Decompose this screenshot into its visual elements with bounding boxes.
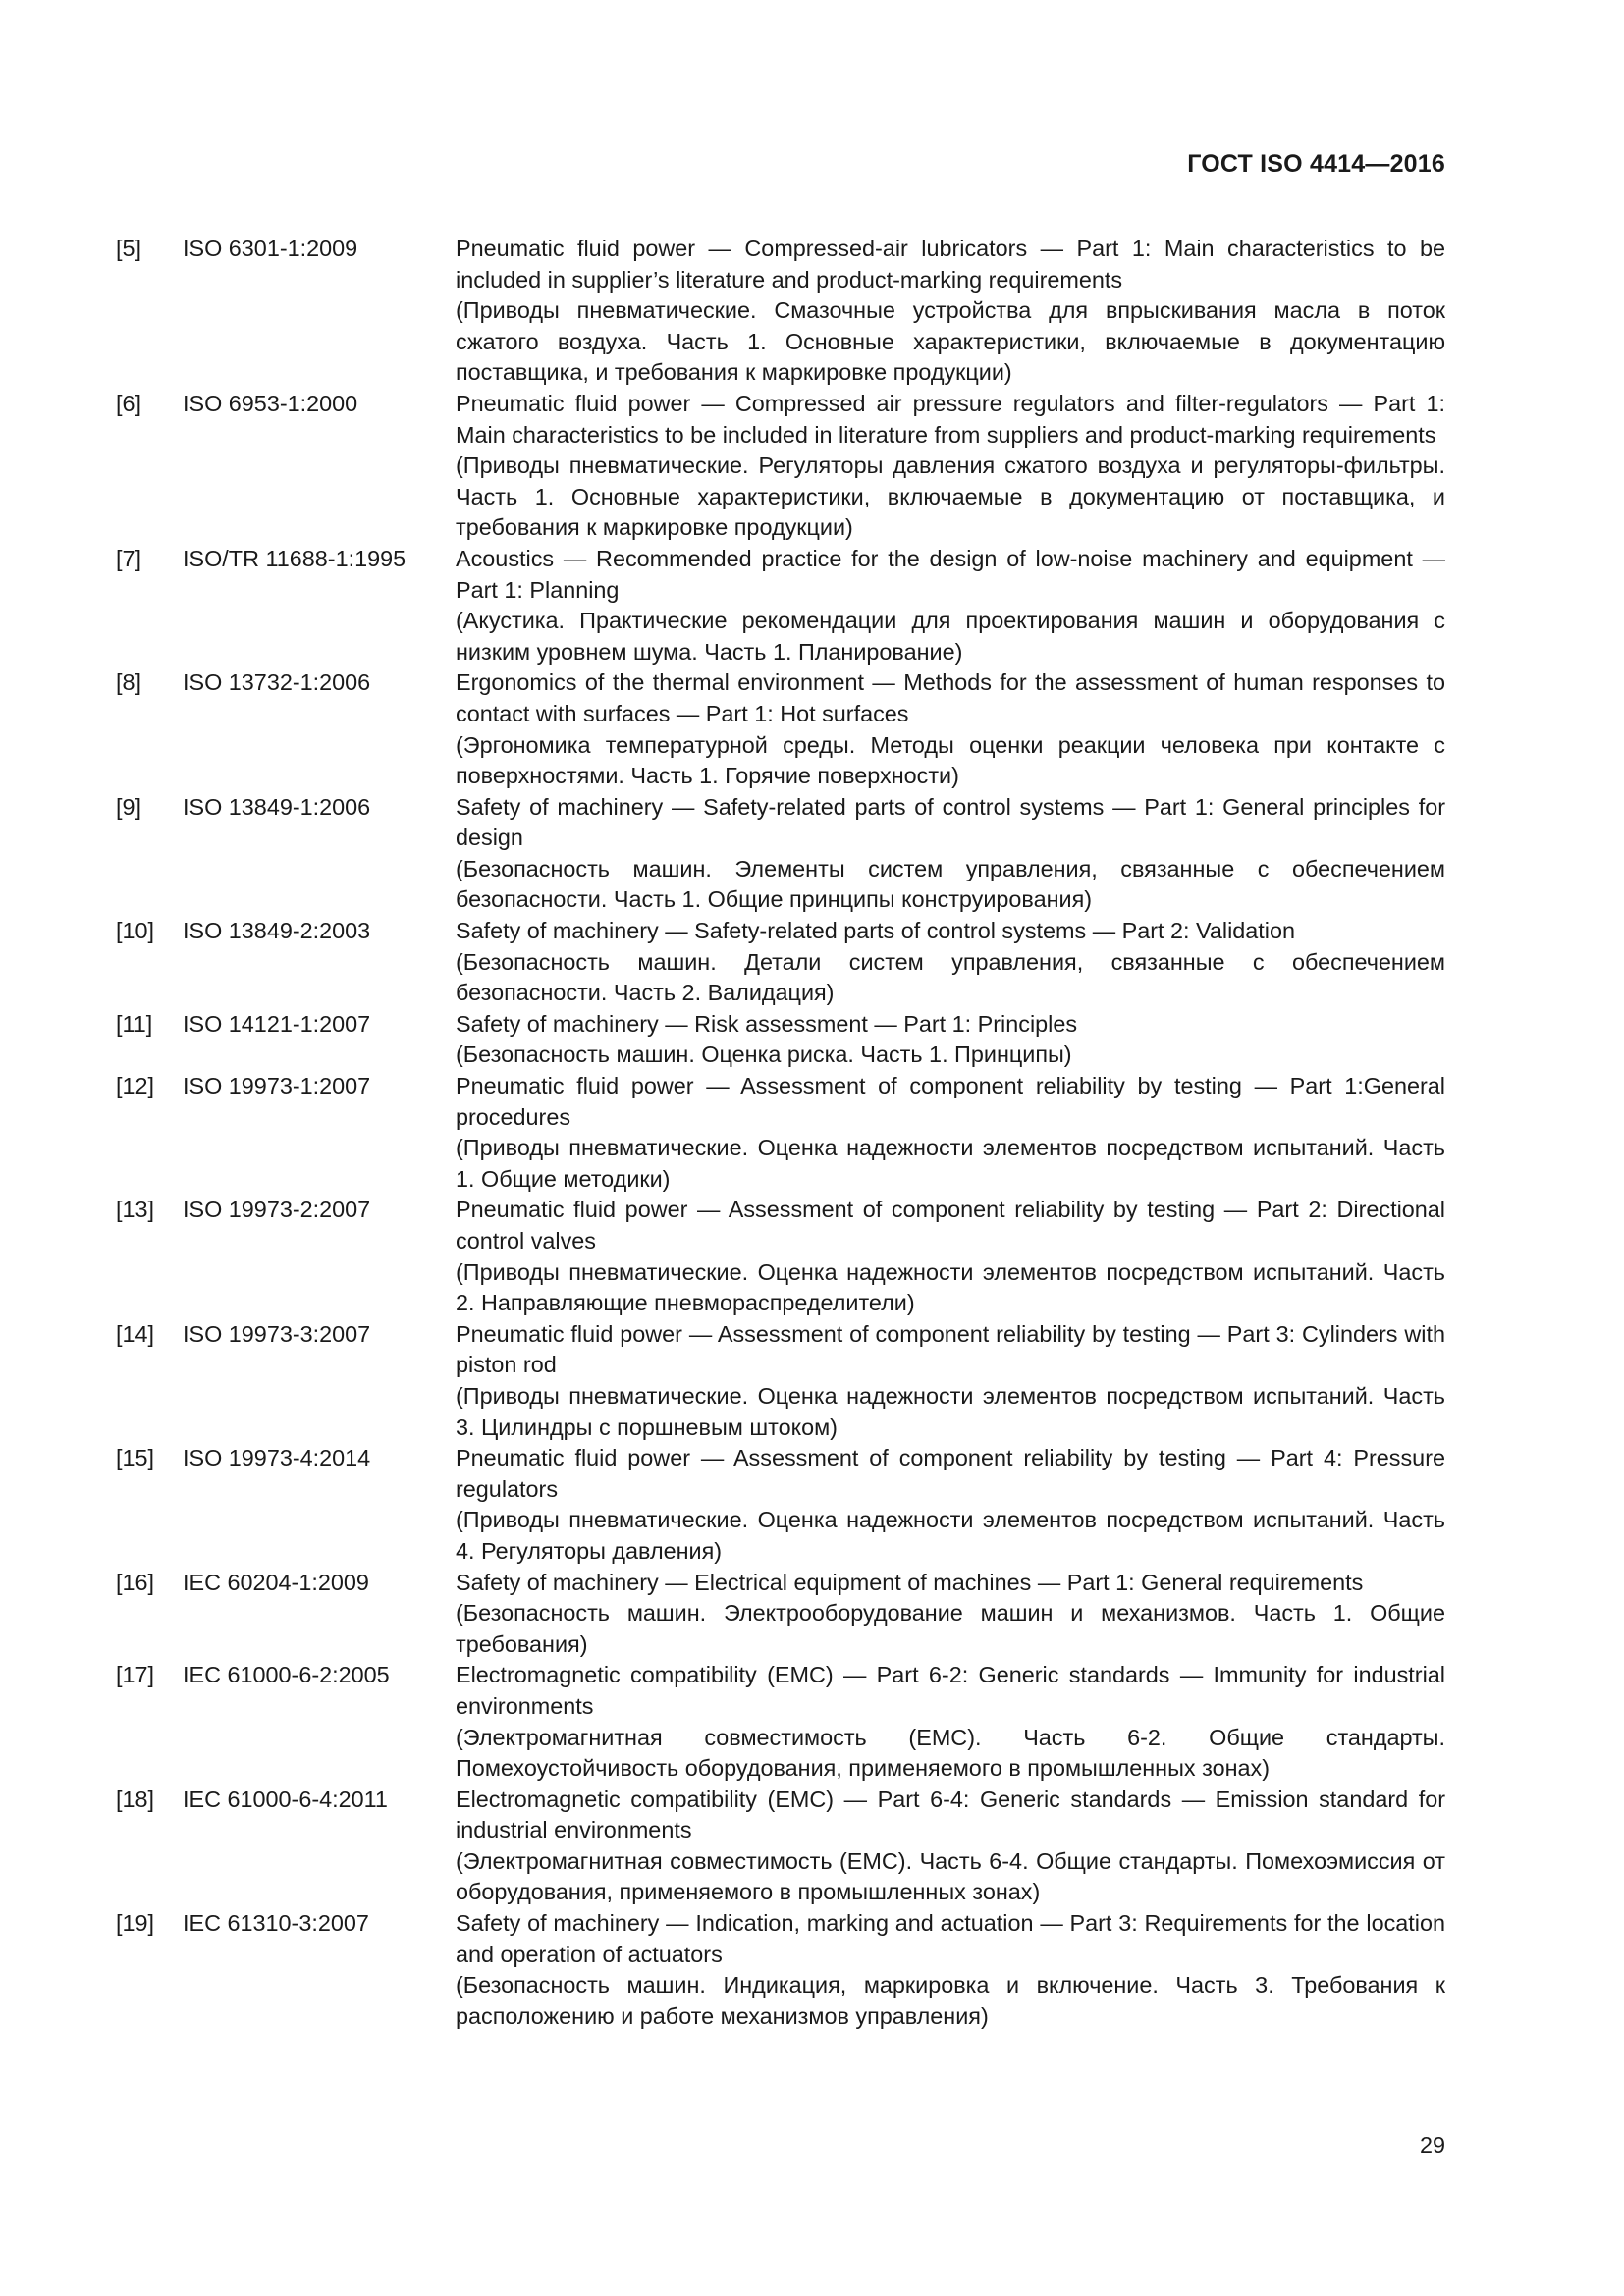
bib-entry-title-ru: (Безопасность машин. Оценка риска. Часть 1. Принципы) — [456, 1041, 1072, 1068]
bib-entry-standard-code: ISO 19973-3:2007 — [183, 1320, 371, 1347]
bib-entry-title-ru: (Приводы пневматические. Оценка надежности элементов посредством испытаний. Часть 4. Регуляторы давления) — [456, 1507, 1445, 1564]
bib-entry-title-ru: (Электромагнитная совместимость (ЕМС). Часть 6-2. Общие стандарты. Помехоустойчивость оборудования, применяемого в промышленных зонах) — [456, 1724, 1445, 1782]
bib-entry-number: [10] — [116, 918, 155, 944]
bib-entry — [116, 389, 1445, 544]
bib-entry-number: [19] — [116, 1910, 155, 1937]
bib-entry — [116, 792, 1445, 916]
bib-entry-standard-code: ISO 6953-1:2000 — [183, 390, 358, 416]
bib-entry-standard-code: IEC 61000-6-4:2011 — [183, 1786, 388, 1812]
bib-entry — [116, 1009, 1445, 1071]
bib-entry — [116, 1195, 1445, 1318]
bib-entry-standard-code: IEC 61310-3:2007 — [183, 1910, 369, 1937]
bib-entry-title-ru: (Приводы пневматические. Смазочные устройства для впрыскивания масла в поток сжатого воздуха. Часть 1. Основные характеристики, включаемые в документацию поставщика, и требования к маркировке продукции) — [456, 297, 1445, 386]
bib-entry-title-en: Safety of machinery — Safety-related parts of control systems — Part 1: General principles for design — [456, 793, 1445, 851]
bib-entry-title-en: Pneumatic fluid power — Compressed air pressure regulators and filter-regulators — Part 1: Main characteristics to be included in literature from suppliers and product-marking requirements — [456, 390, 1445, 448]
bib-entry-title-en: Pneumatic fluid power — Assessment of component reliability by testing — Part 1:General procedures — [456, 1073, 1445, 1130]
bib-entry-standard-code: ISO 13849-1:2006 — [183, 793, 371, 820]
bib-entry-title-en: Electromagnetic compatibility (EMC) — Part 6-4: Generic standards — Emission standard for industrial environments — [456, 1786, 1445, 1843]
page-number: 29 — [1419, 2132, 1445, 2158]
bib-entry-number: [7] — [116, 545, 142, 571]
bib-entry-standard-code: ISO 19973-2:2007 — [183, 1197, 371, 1223]
bib-entry-title-en: Safety of machinery — Safety-related parts of control systems — Part 2: Validation — [456, 918, 1295, 944]
bib-entry-title-en: Safety of machinery — Electrical equipment of machines — Part 1: General requirements — [456, 1569, 1364, 1595]
bib-entry-standard-code: ISO 13849-2:2003 — [183, 918, 371, 944]
bib-entry — [116, 1660, 1445, 1784]
bib-entry-standard-code: ISO 14121-1:2007 — [183, 1010, 371, 1037]
bib-entry-number: [11] — [116, 1010, 153, 1037]
bib-entry-standard-code: IEC 60204-1:2009 — [183, 1569, 369, 1595]
bib-entry-number: [17] — [116, 1662, 155, 1688]
bib-entry-number: [12] — [116, 1073, 155, 1099]
bib-entry — [116, 544, 1445, 667]
bib-entry-number: [13] — [116, 1197, 155, 1223]
bib-entry-number: [16] — [116, 1569, 155, 1595]
bib-entry-title-en: Pneumatic fluid power — Assessment of component reliability by testing — Part 4: Pressure regulators — [456, 1445, 1445, 1502]
bib-entry-number: [18] — [116, 1786, 155, 1812]
bib-entry-title-ru: (Безопасность машин. Элементы систем управления, связанные с обеспечением безопасности. Часть 1. Общие принципы конструирования) — [456, 855, 1445, 913]
bib-entry-title-en: Safety of machinery — Risk assessment — Part 1: Principles — [456, 1010, 1078, 1037]
bib-entry-standard-code: IEC 61000-6-2:2005 — [183, 1662, 390, 1688]
bib-entry-standard-code: ISO 19973-4:2014 — [183, 1445, 371, 1471]
bib-entry-title-ru: (Приводы пневматические. Оценка надежности элементов посредством испытаний. Часть 1. Общие методики) — [456, 1135, 1445, 1192]
bib-entry — [116, 234, 1445, 389]
bib-entry-title-en: Electromagnetic compatibility (EMC) — Part 6-2: Generic standards — Immunity for industrial environments — [456, 1662, 1445, 1719]
bib-entry-number: [5] — [116, 236, 142, 261]
bib-entry — [116, 1443, 1445, 1567]
bib-entry-title-ru: (Приводы пневматические. Оценка надежности элементов посредством испытаний. Часть 3. Цилиндры с поршневым штоком) — [456, 1382, 1445, 1440]
bib-entry-number: [8] — [116, 669, 142, 696]
bib-entry-number: [14] — [116, 1320, 155, 1347]
bib-entry-standard-code: ISO 6301-1:2009 — [183, 236, 358, 261]
bib-entry-title-ru: (Безопасность машин. Детали систем управления, связанные с обеспечением безопасности. Часть 2. Валидация) — [456, 948, 1445, 1006]
bib-entry-number: [15] — [116, 1445, 155, 1471]
bib-entry-title-ru: (Акустика. Практические рекомендации для проектирования машин и оборудования с низким уровнем шума. Часть 1. Планирование) — [456, 608, 1445, 665]
bib-entry — [116, 667, 1445, 791]
bib-entry-title-en: Acoustics — Recommended practice for the design of low-noise machinery and equipment — Part 1: Planning — [456, 545, 1445, 603]
bib-entry-title-en: Pneumatic fluid power — Assessment of component reliability by testing — Part 2: Directional control valves — [456, 1197, 1445, 1254]
document-header: ГОСТ ISO 4414—2016 — [1187, 150, 1445, 178]
bibliography-list — [116, 234, 1445, 2032]
bib-entry-title-en: Safety of machinery — Indication, marking and actuation — Part 3: Requirements for the location and operation of actuators — [456, 1910, 1445, 1967]
bib-entry-number: [6] — [116, 390, 142, 416]
bib-entry-standard-code: ISO 19973-1:2007 — [183, 1073, 371, 1099]
bib-entry-title-ru: (Безопасность машин. Электрооборудование машин и механизмов. Часть 1. Общие требования) — [456, 1600, 1445, 1657]
bib-entry-title-ru: (Безопасность машин. Индикация, маркировка и включение. Часть 3. Требования к расположению и работе механизмов управления) — [456, 1972, 1445, 2029]
bib-entry-title-ru: (Электромагнитная совместимость (ЕМС). Часть 6-4. Общие стандарты. Помехоэмиссия от оборудования, применяемого в промышленных зонах) — [456, 1847, 1445, 1905]
bib-entry-title-ru: (Приводы пневматические. Оценка надежности элементов посредством испытаний. Часть 2. Направляющие пневмораспределители) — [456, 1258, 1445, 1316]
bib-entry-title-ru: (Эргономика температурной среды. Методы оценки реакции человека при контакте с поверхностями. Часть 1. Горячие поверхности) — [456, 731, 1445, 789]
bib-entry — [116, 1319, 1445, 1443]
bib-entry-standard-code: ISO/TR 11688-1:1995 — [183, 545, 406, 571]
bib-entry-title-ru: (Приводы пневматические. Регуляторы давления сжатого воздуха и регуляторы-фильтры. Часть 1. Основные характеристики, включаемые в документацию от поставщика, и требования к маркировке продукции) — [456, 453, 1445, 541]
bib-entry — [116, 916, 1445, 1009]
bib-entry-title-en: Ergonomics of the thermal environment — Methods for the assessment of human responses to contact with surfaces — Part 1: Hot surfaces — [456, 669, 1445, 726]
bib-entry-standard-code: ISO 13732-1:2006 — [183, 669, 371, 696]
bib-entry-title-en: Pneumatic fluid power — Assessment of component reliability by testing — Part 3: Cylinders with piston rod — [456, 1320, 1445, 1378]
bib-entry — [116, 1568, 1445, 1661]
bib-entry-title-en: Pneumatic fluid power — Compressed-air lubricators — Part 1: Main characteristics to be included in supplier’s literature and product-marking requirements — [456, 236, 1445, 293]
bib-entry — [116, 1908, 1445, 2032]
bib-entry-number: [9] — [116, 793, 142, 820]
bib-entry — [116, 1785, 1445, 1908]
bib-entry — [116, 1071, 1445, 1195]
